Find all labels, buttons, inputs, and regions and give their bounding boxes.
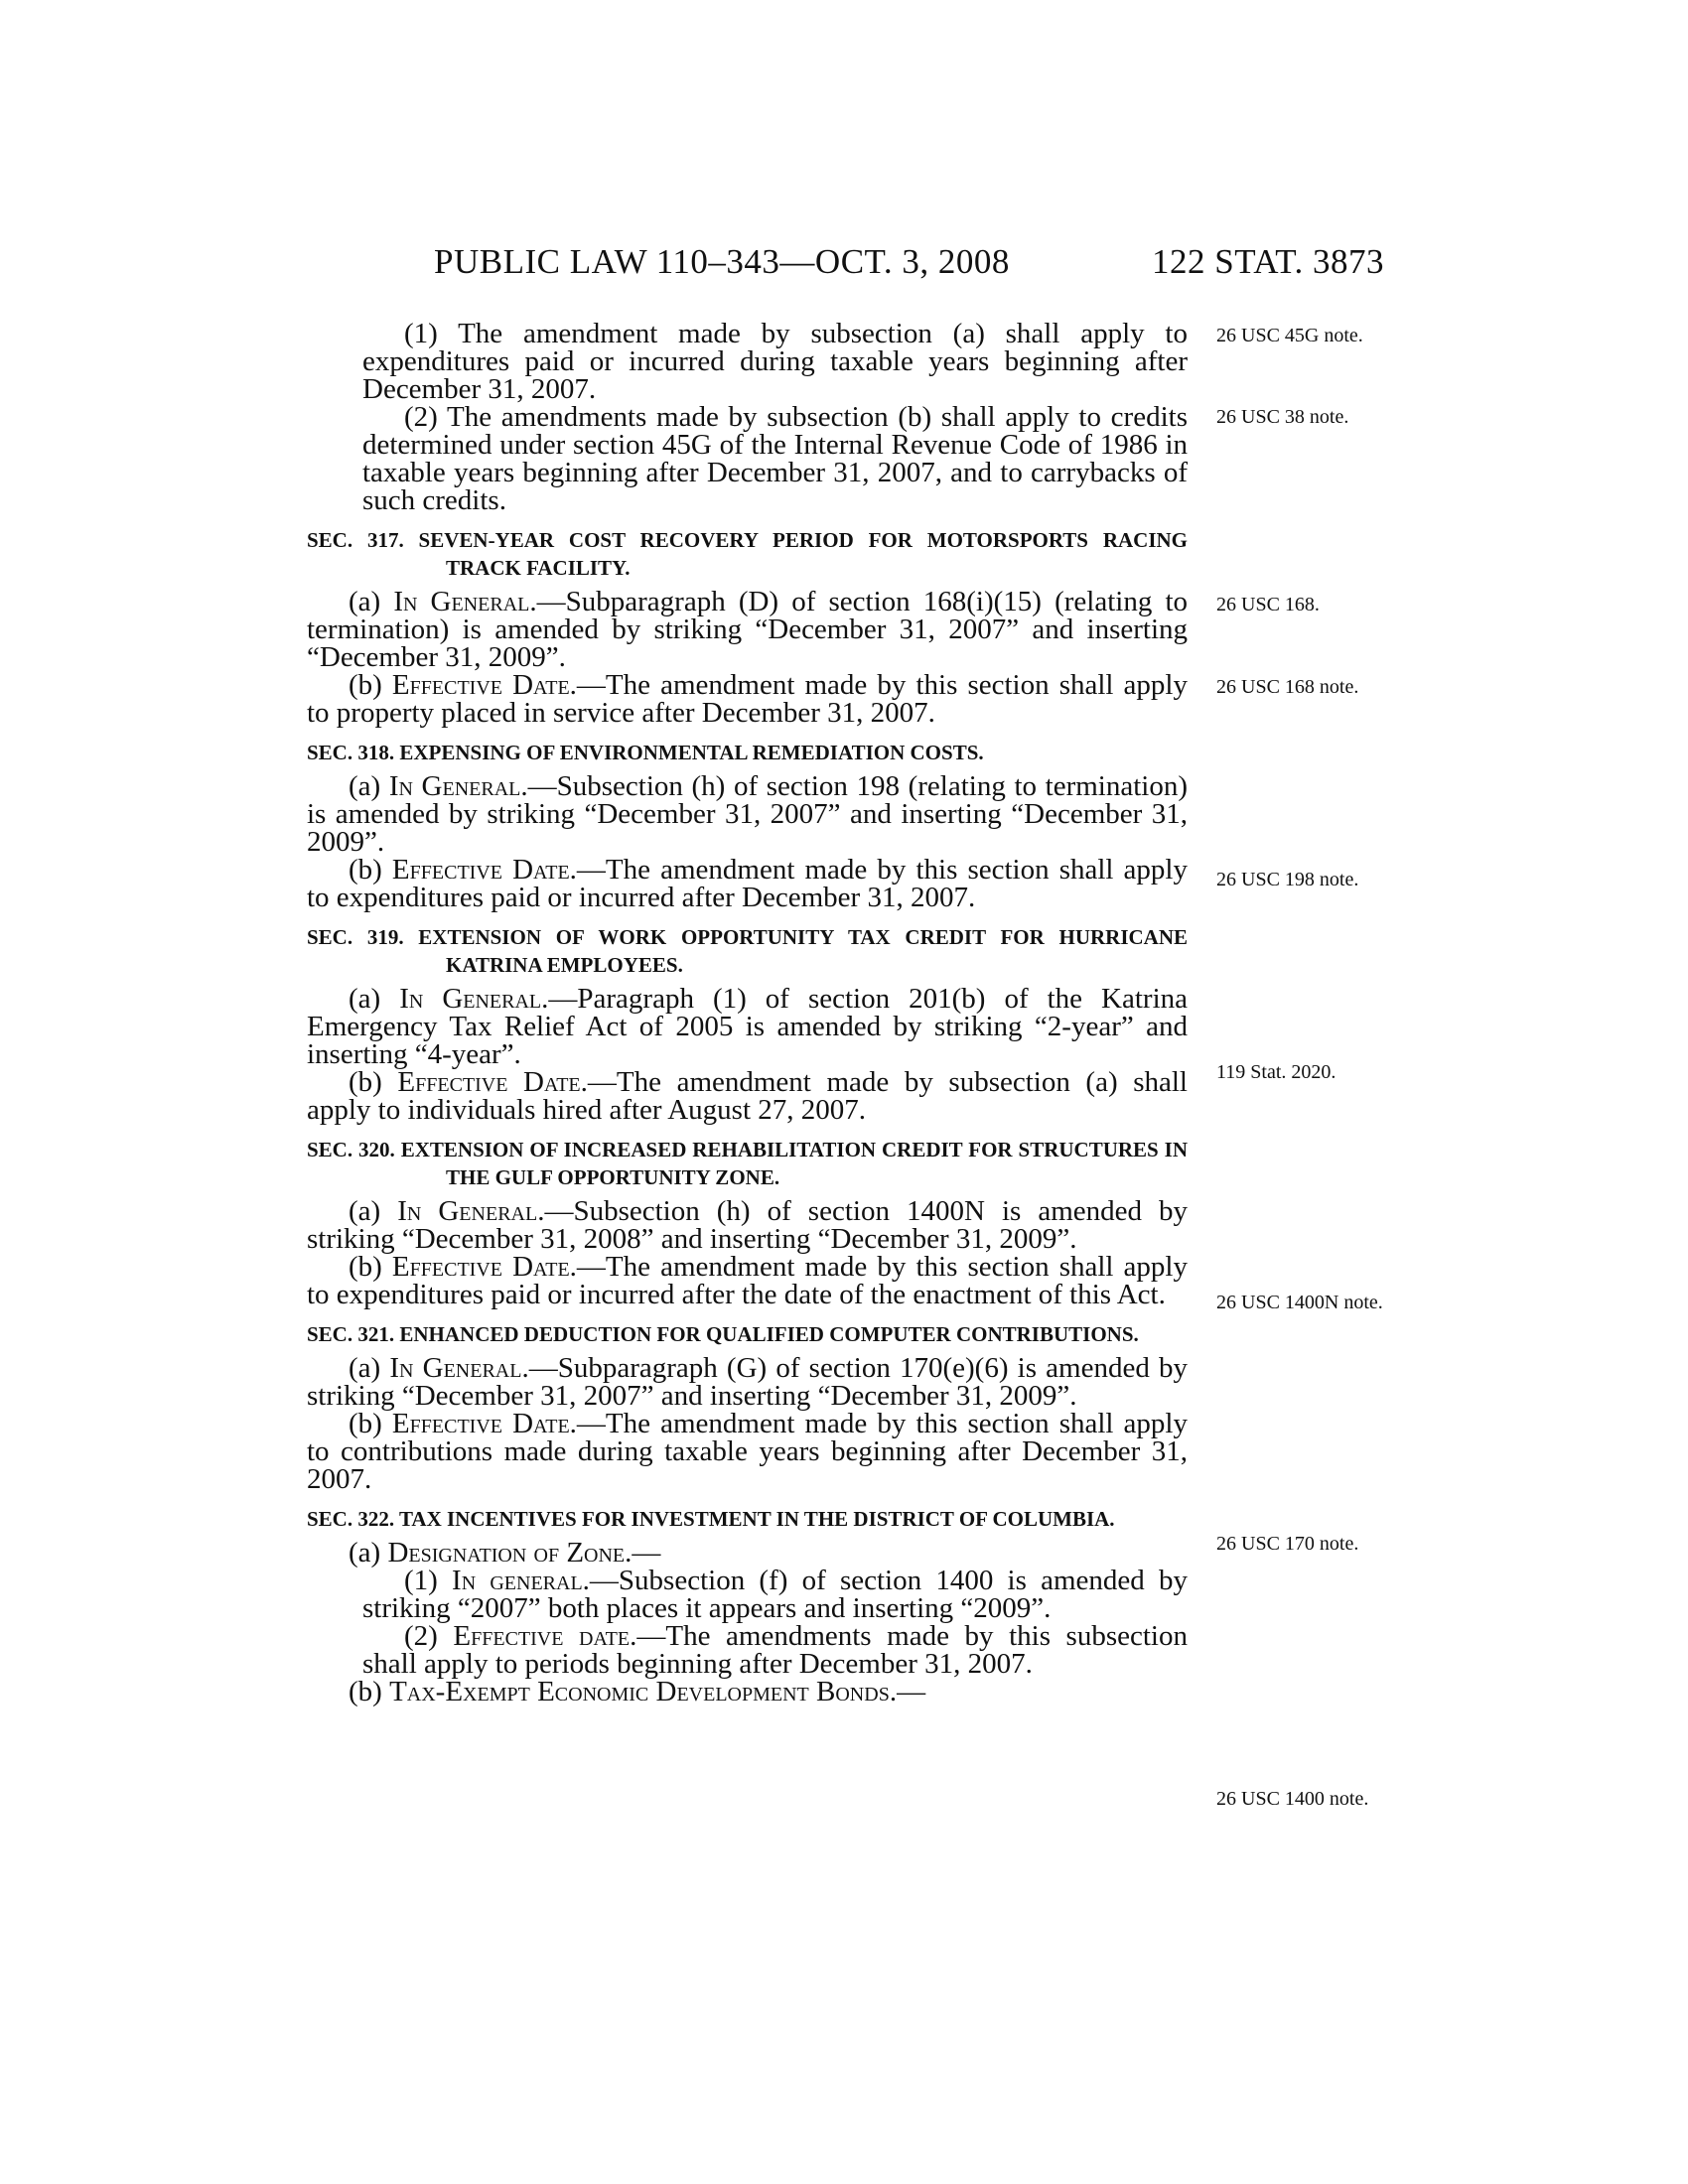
section-322-heading: SEC. 322. TAX INCENTIVES FOR INVESTMENT IN THE DISTRICT OF COLUMBIA. xyxy=(307,1507,1115,1531)
margin-note-168-note: 26 USC 168 note. xyxy=(1216,676,1359,698)
section-319-heading: SEC. 319. EXTENSION OF WORK OPPORTUNITY TAX CREDIT FOR HURRICANE KATRINA EMPLOYEES. xyxy=(307,925,1188,977)
paragraph-2: (2) The amendments made by subsection (b) shall apply to credits determined under section 45G of the Internal Revenue Code of 1986 in taxable years beginning after December 31, 2007, and to carrybacks of such credits. xyxy=(362,401,1188,516)
section-321-a: (a) In General.—Subparagraph (G) of section 170(e)(6) is amended by striking “December 31, 2007” and inserting “December 31, 2009”. xyxy=(307,1352,1189,1412)
section-322-a: (a) Designation of Zone.— xyxy=(349,1537,661,1569)
page-header-title: PUBLIC LAW 110–343—OCT. 3, 2008 xyxy=(434,242,1010,281)
section-320-heading: SEC. 320. EXTENSION OF INCREASED REHABILITATION CREDIT FOR STRUCTURES IN THE GULF OPPORTUNITY ZONE. xyxy=(307,1138,1188,1189)
section-322-b: (b) Tax-Exempt Economic Development Bonds.— xyxy=(349,1676,926,1707)
margin-note-38: 26 USC 38 note. xyxy=(1216,406,1349,428)
section-322-a2: (2) Effective date.—The amendments made by this subsection shall apply to periods beginning after December 31, 2007. xyxy=(362,1620,1188,1680)
section-317-heading: SEC. 317. SEVEN-YEAR COST RECOVERY PERIOD FOR MOTORSPORTS RACING TRACK FACILITY. xyxy=(307,528,1188,580)
section-320-a: (a) In General.—Subsection (h) of section 1400N is amended by striking “December 31, 2008” and inserting “December 31, 2009”. xyxy=(307,1195,1189,1255)
section-319-b: (b) Effective Date.—The amendment made by subsection (a) shall apply to individuals hired after August 27, 2007. xyxy=(307,1066,1188,1126)
section-322-a1: (1) In general.—Subsection (f) of section 1400 is amended by striking “2007” both places it appears and inserting “2009”. xyxy=(362,1565,1188,1624)
section-318-heading: SEC. 318. EXPENSING OF ENVIRONMENTAL REMEDIATION COSTS. xyxy=(307,741,984,764)
section-318-b: (b) Effective Date.—The amendment made by this section shall apply to expenditures paid or incurred after December 31, 2007. xyxy=(307,854,1188,913)
document-body xyxy=(307,320,1188,1706)
margin-note-1400: 26 USC 1400 note. xyxy=(1216,1788,1369,1810)
section-319-a: (a) In General.—Paragraph (1) of section 201(b) of the Katrina Emergency Tax Relief Act of 2005 is amended by striking “2-year” and inserting “4-year”. xyxy=(307,983,1189,1070)
section-318-a: (a) In General.—Subsection (h) of section 198 (relating to termination) is amended by striking “December 31, 2007” and inserting “December 31, 2009”. xyxy=(307,770,1188,858)
margin-note-198: 26 USC 198 note. xyxy=(1216,869,1359,890)
page-header-stat: 122 STAT. 3873 xyxy=(1152,242,1384,281)
margin-note-168: 26 USC 168. xyxy=(1216,594,1320,615)
section-320-b: (b) Effective Date.—The amendment made by this section shall apply to expenditures paid or incurred after the date of the enactment of this Act. xyxy=(307,1251,1188,1310)
margin-note-45g: 26 USC 45G note. xyxy=(1216,325,1363,346)
margin-note-119-stat: 119 Stat. 2020. xyxy=(1216,1061,1336,1083)
margin-note-170: 26 USC 170 note. xyxy=(1216,1533,1359,1555)
section-317-a: (a) In General.—Subparagraph (D) of section 168(i)(15) (relating to termination) is amended by striking “December 31, 2007” and inserting “December 31, 2009”. xyxy=(307,586,1189,673)
section-321-heading: SEC. 321. ENHANCED DEDUCTION FOR QUALIFIED COMPUTER CONTRIBUTIONS. xyxy=(307,1322,1139,1346)
paragraph-1: (1) The amendment made by subsection (a) shall apply to expenditures paid or incurred during taxable years beginning after December 31, 2007. xyxy=(362,318,1188,405)
margin-note-1400n: 26 USC 1400N note. xyxy=(1216,1292,1383,1313)
section-321-b: (b) Effective Date.—The amendment made by this section shall apply to contributions made during taxable years beginning after December 31, 2007. xyxy=(307,1408,1188,1495)
section-317-b: (b) Effective Date.—The amendment made by this section shall apply to property placed in service after December 31, 2007. xyxy=(307,669,1188,729)
